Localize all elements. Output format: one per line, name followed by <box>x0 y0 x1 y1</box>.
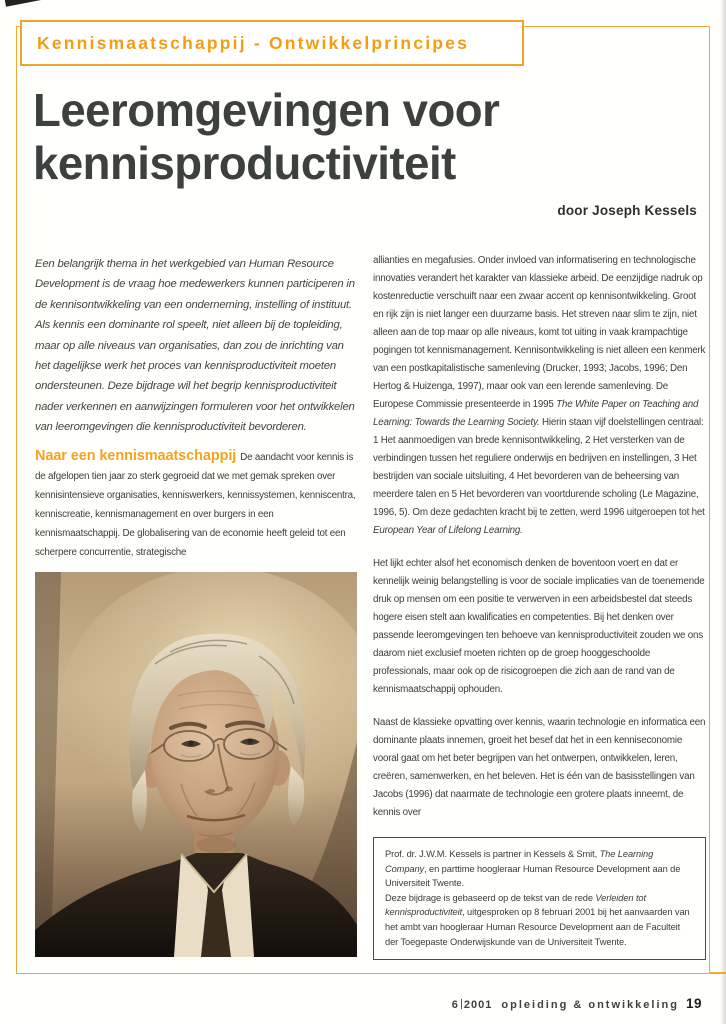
chin-shade <box>196 837 236 853</box>
article-title <box>33 84 499 190</box>
left-nostril <box>207 789 215 793</box>
section-heading: Naar een kennismaatschappij <box>35 447 237 464</box>
paragraph-1 <box>373 252 706 540</box>
footnote-text-continued: , en parttime hoogleraar Human Resource Development aan de Universiteit Twente. <box>385 863 681 889</box>
left-column <box>35 254 361 957</box>
article-title-line2: kennisproductiviteit <box>33 137 456 189</box>
portrait-photo <box>35 572 357 957</box>
lifelong-learning-title: European Year of Lifelong Learning. <box>373 525 523 536</box>
footnote-text: Prof. dr. J.W.M. Kessels is partner in Kessels & Smit, <box>385 849 600 859</box>
white-paper-title: The White Paper on Teaching and Learning: Towards the Learning Society. <box>373 399 699 428</box>
paragraph-1-text-continued: Hierin staan vijf doelstellingen centraal: 1 Het aanmoedigen van brede kennisontwikkeling, 2 Het versterken van de verbindingen tussen het reguliere onderwijs en bedrijven en instellingen, 3 Het bestrijden van sociale uitsluiting, 4 Het bevorderen van de beheersing van meerdere talen en 5 Het bevorderen van voortdurende scholing (Le Magazine, 1996, 5). Om deze gedachten kracht bij te zetten, werd 1996 uitgeroepen tot het <box>373 417 705 518</box>
paragraph-1-text: allianties en megafusies. Onder invloed van informatisering en technologische innovaties verandert het karakter van klassieke arbeid. De eenzijdige nadruk op kostenreductie verschuift naar een zwaar accent op kennisontwikkeling. Groot en rijk zijn is niet langer een duurzame basis. Het streven naar slim te zijn, niet alleen aan de top maar op alle niveaus, komt tot uiting in vaak krampachtige pogingen tot kennismanagement. Kennisontwikkeling is niet alleen een kenmerk van een postkapitalistische samenleving (Drucker, 1993; Jacobs, 1996; Den Hertog & Huizenga, 1997), maar ook van een lerende samenleving. De Europese Commissie presenteerde in 1995 <box>373 255 706 410</box>
learning-company-title: The Learning Company <box>385 849 654 874</box>
page-footer <box>452 996 702 1011</box>
kicker-box <box>20 20 524 66</box>
footnote-line2: Deze bijdrage is gebaseerd op de tekst van de rede <box>385 892 596 903</box>
page-frame-rule-extension <box>709 972 726 974</box>
author-footnote-box <box>373 837 706 960</box>
footnote-line2-continued: , uitgesproken op 8 februari 2001 bij het aanvaarden van het ambt van hoogleraar Human Resource Development aan de Faculteit der Toegepaste Onderwijskunde van de Universiteit Twente. <box>385 907 690 947</box>
right-column <box>373 252 706 960</box>
issue-year: 2001 <box>463 999 493 1011</box>
right-nostril <box>225 786 233 791</box>
section-lead-paragraph <box>35 447 361 562</box>
byline: door Joseph Kessels <box>557 203 697 218</box>
page-number: 19 <box>685 996 702 1011</box>
paragraph-3: Naast de klassieke opvatting over kennis, waarin technologie en informatica een dominante plaats innemen, groeit het besef dat het in een kenniseconomie vooral gaat om het beter begrijpen van het ontwerpen, ontwikkelen, leren, creëren, samenwerken, en het beleven. Het is één van de basisstellingen van Jacobs (1996) dat naarmate de technologie een grotere plaats inneemt, de kennis over <box>373 717 706 818</box>
paragraph-2: Het lijkt echter alsof het economisch denken de boventoon voert en dat er kennelijk weinig belangstelling is voor de sociale implicaties van de toenemende druk op mensen om een positie te verwerven in een arbeidsbestel dat steeds hogere eisen stelt aan kwalificaties en competenties. Bij het denken over passende leeromgevingen ten behoeve van kennisproductiviteit zouden we ons daarom niet exclusief moeten richten op de groep hooggeschoolde professionals, maar ook op de risicogroepen die zich aan de rand van de kennismaatschappij ophouden. <box>373 558 705 695</box>
scan-corner-artifact <box>4 0 49 7</box>
intro-abstract: Een belangrijk thema in het werkgebied van Human Resource Development is de vraag hoe medewerkers kunnen participeren in de kennisontwikkeling van een onderneming, instelling of instituut. Als kennis een dominante rol speelt, niet alleen bij de topleiding, maar op alle niveaus van organisaties, dan zou de inrichting van het dagelijkse werk het proces van kennisproductiviteit moeten ondersteunen. Deze bijdrage wil het begrip kennisproductiviteit nader verkennen en aanwijzingen formuleren voor het ontwikkelen van leeromgevingen die kennisproductiviteit bevorderen. <box>35 258 355 434</box>
section-body-text: De aandacht voor kennis is de afgelopen tien jaar zo sterk gegroeid dat we met gemak spreken over kennisintensieve organisaties, kenniswerkers, kennissystemen, kenniscentra, kenniscreatie, kennismanagement en over burgers in een kennismaatschappij. De globalisering van de economie heeft geleid tot een scherpere concurrentie, strategische <box>35 451 356 558</box>
rede-title: Verleiden tot kennisproductiviteit <box>385 892 646 918</box>
issue-number: 6 <box>451 999 459 1011</box>
footer-divider <box>461 999 462 1009</box>
article-title-line1: Leeromgevingen voor <box>33 84 500 136</box>
kicker-label: Kennismaatschappij - Ontwikkelprincipes <box>37 32 470 53</box>
magazine-name: opleiding & ontwikkeling <box>501 999 679 1011</box>
portrait-photo-illustration <box>35 572 357 957</box>
scan-edge-shadow <box>720 0 726 1024</box>
